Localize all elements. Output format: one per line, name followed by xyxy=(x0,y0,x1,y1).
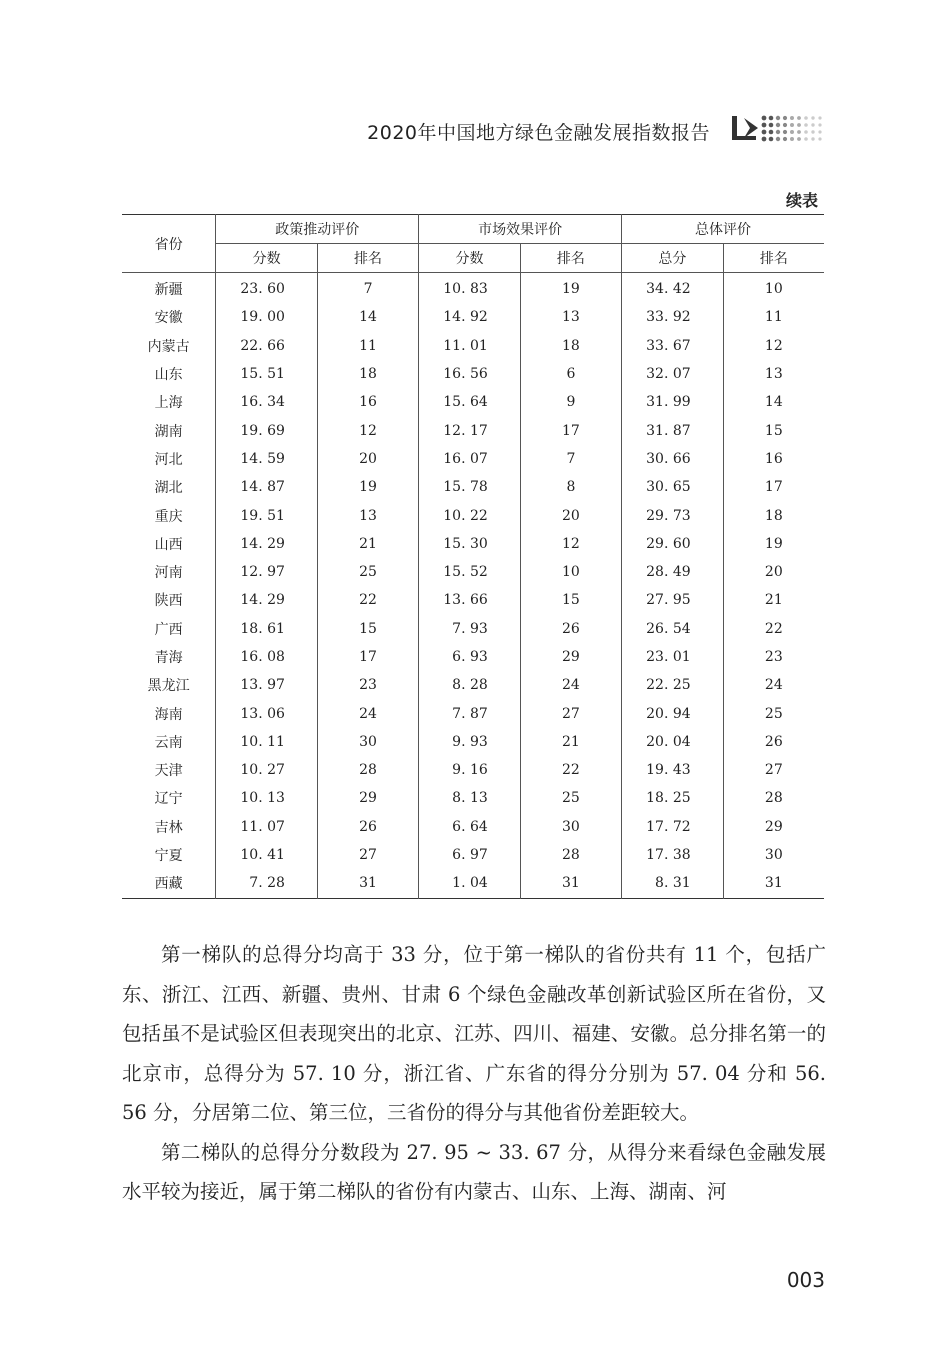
policy-score-cell: 16. 34 xyxy=(216,388,318,416)
province-cell: 云南 xyxy=(122,728,216,756)
policy-score-header: 分数 xyxy=(216,244,318,273)
policy-score-cell: 14. 59 xyxy=(216,445,318,473)
policy-rank-cell: 29 xyxy=(317,784,418,812)
table-body xyxy=(122,273,824,899)
overall-rank-cell: 10 xyxy=(764,281,783,298)
policy-score-cell: 23. 60 xyxy=(216,273,318,304)
province-cell: 陕西 xyxy=(122,586,216,614)
market-score-cell: 1. 04 xyxy=(419,869,521,898)
policy-score-cell: 12. 97 xyxy=(216,558,318,586)
continued-table-label: 续表 xyxy=(785,191,818,210)
running-header-title: 2020年中国地方绿色金融发展指数报告 xyxy=(367,122,710,144)
market-score-cell: 9. 93 xyxy=(419,728,521,756)
market-rank-cell: 31 xyxy=(520,869,621,898)
province-cell: 宁夏 xyxy=(122,841,216,869)
overall-rank-cell: 13 xyxy=(764,366,783,383)
province-cell: 山东 xyxy=(122,360,216,388)
policy-score-cell: 10. 41 xyxy=(216,841,318,869)
province-cell: 新疆 xyxy=(122,273,216,304)
policy-score-cell: 14. 29 xyxy=(216,586,318,614)
market-rank-cell: 28 xyxy=(520,841,621,869)
overall-rank-cell: 18 xyxy=(764,507,783,524)
overall-rank-cell: 21 xyxy=(764,592,783,609)
overall-score-cell: 20. 04 xyxy=(622,728,724,756)
policy-rank-cell: 28 xyxy=(317,756,418,784)
table-row xyxy=(122,360,824,388)
overall-rank-cell: 26 xyxy=(764,733,783,750)
province-cell: 黑龙江 xyxy=(122,671,216,699)
policy-score-cell: 7. 28 xyxy=(216,869,318,898)
market-rank-cell: 30 xyxy=(520,813,621,841)
market-rank-cell: 24 xyxy=(520,671,621,699)
province-cell: 山西 xyxy=(122,530,216,558)
policy-score-cell: 14. 29 xyxy=(216,530,318,558)
overall-score-cell: 32. 07 xyxy=(622,360,724,388)
table-row xyxy=(122,586,824,614)
overall-score-cell: 29. 73 xyxy=(622,501,724,529)
overall-score-cell: 34. 42 xyxy=(622,273,724,304)
market-rank-cell: 26 xyxy=(520,615,621,643)
market-score-cell: 7. 93 xyxy=(419,615,521,643)
table-row xyxy=(122,473,824,501)
policy-score-cell: 22. 66 xyxy=(216,332,318,360)
market-rank-cell: 6 xyxy=(520,360,621,388)
policy-rank-cell: 12 xyxy=(317,416,418,444)
policy-rank-cell: 18 xyxy=(317,360,418,388)
body-text xyxy=(122,935,826,1212)
policy-score-cell: 19. 51 xyxy=(216,501,318,529)
policy-rank-cell: 25 xyxy=(317,558,418,586)
market-score-cell: 12. 17 xyxy=(419,416,521,444)
policy-rank-cell: 11 xyxy=(317,332,418,360)
overall-score-cell: 28. 49 xyxy=(622,558,724,586)
policy-rank-cell: 26 xyxy=(317,813,418,841)
province-cell: 湖北 xyxy=(122,473,216,501)
table-row xyxy=(122,558,824,586)
table-row xyxy=(122,643,824,671)
market-rank-cell: 20 xyxy=(520,501,621,529)
policy-score-cell: 10. 27 xyxy=(216,756,318,784)
policy-score-cell: 10. 11 xyxy=(216,728,318,756)
market-score-cell: 9. 16 xyxy=(419,756,521,784)
province-cell: 重庆 xyxy=(122,501,216,529)
overall-score-cell: 8. 31 xyxy=(622,869,724,898)
table-row xyxy=(122,445,824,473)
table-row xyxy=(122,388,824,416)
policy-rank-cell: 15 xyxy=(317,615,418,643)
overall-rank-header: 排名 xyxy=(723,244,824,273)
policy-score-cell: 15. 51 xyxy=(216,360,318,388)
policy-rank-cell: 17 xyxy=(317,643,418,671)
policy-rank-cell: 14 xyxy=(317,303,418,331)
overall-rank-cell: 28 xyxy=(764,790,783,807)
market-score-cell: 6. 64 xyxy=(419,813,521,841)
policy-rank-cell: 7 xyxy=(317,273,418,304)
overall-rank-cell: 19 xyxy=(764,535,783,552)
overall-score-cell: 17. 72 xyxy=(622,813,724,841)
province-cell: 湖南 xyxy=(122,416,216,444)
province-cell: 上海 xyxy=(122,388,216,416)
policy-rank-cell: 31 xyxy=(317,869,418,898)
market-rank-cell: 12 xyxy=(520,530,621,558)
market-score-cell: 6. 97 xyxy=(419,841,521,869)
overall-rank-cell: 23 xyxy=(764,649,783,665)
market-rank-cell: 13 xyxy=(520,303,621,331)
province-cell: 内蒙古 xyxy=(122,332,216,360)
overall-score-cell: 27. 95 xyxy=(622,586,724,614)
overall-rank-cell: 24 xyxy=(764,677,783,694)
market-rank-cell: 29 xyxy=(520,643,621,671)
page-number: 003 xyxy=(786,1268,825,1292)
overall-rank-cell: 11 xyxy=(764,309,783,326)
overall-score-cell: 33. 92 xyxy=(622,303,724,331)
policy-rank-cell: 30 xyxy=(317,728,418,756)
table-row xyxy=(122,303,824,331)
overall-rank-cell: 30 xyxy=(764,847,783,864)
overall-score-cell: 19. 43 xyxy=(622,756,724,784)
table-row xyxy=(122,728,824,756)
table-row xyxy=(122,615,824,643)
policy-rank-cell: 13 xyxy=(317,501,418,529)
market-rank-cell: 19 xyxy=(520,273,621,304)
province-cell: 安徽 xyxy=(122,303,216,331)
market-rank-header: 排名 xyxy=(520,244,621,273)
table-row xyxy=(122,756,824,784)
market-score-cell: 14. 92 xyxy=(419,303,521,331)
province-cell: 辽宁 xyxy=(122,784,216,812)
table-row xyxy=(122,501,824,529)
paragraph: 第一梯队的总得分均高于 33 分，位于第一梯队的省份共有 11 个，包括广东、浙江、江西、新疆、贵州、甘肃 6 个绿色金融改革创新试验区所在省份，又包括虽不是试验区但表现突出的北京、江苏、四川、福建、安徽。总分排名第一的北京市，总得分为 57. 10 分，浙江省、广东省的得分分别为 57. 04 分和 56. 56 分，分居第二位、第三位，三省份的得分与其他省份差距较大。 xyxy=(122,943,826,1124)
policy-score-cell: 13. 97 xyxy=(216,671,318,699)
policy-score-cell: 10. 13 xyxy=(216,784,318,812)
policy-score-cell: 13. 06 xyxy=(216,699,318,727)
province-ranking-table xyxy=(122,214,824,899)
market-rank-cell: 10 xyxy=(520,558,621,586)
market-score-cell: 13. 66 xyxy=(419,586,521,614)
overall-score-cell: 18. 25 xyxy=(622,784,724,812)
policy-rank-cell: 19 xyxy=(317,473,418,501)
table-sub-header-row xyxy=(122,244,824,273)
market-rank-cell: 8 xyxy=(520,473,621,501)
policy-score-cell: 14. 87 xyxy=(216,473,318,501)
policy-score-cell: 19. 00 xyxy=(216,303,318,331)
policy-rank-cell: 24 xyxy=(317,699,418,727)
overall-group-header: 总体评价 xyxy=(622,215,824,244)
table-row xyxy=(122,869,824,898)
overall-rank-cell: 14 xyxy=(764,394,783,411)
overall-rank-cell: 20 xyxy=(764,564,783,581)
province-cell: 广西 xyxy=(122,615,216,643)
table-row xyxy=(122,671,824,699)
market-rank-cell: 27 xyxy=(520,699,621,727)
table-row xyxy=(122,530,824,558)
province-column-header: 省份 xyxy=(122,215,216,273)
market-score-cell: 6. 93 xyxy=(419,643,521,671)
market-rank-cell: 15 xyxy=(520,586,621,614)
overall-score-header: 总分 xyxy=(622,244,724,273)
overall-rank-cell: 25 xyxy=(764,705,783,722)
overall-score-cell: 22. 25 xyxy=(622,671,724,699)
market-score-cell: 10. 83 xyxy=(419,273,521,304)
market-score-cell: 15. 64 xyxy=(419,388,521,416)
market-score-header: 分数 xyxy=(419,244,521,273)
table-group-header-row xyxy=(122,215,824,244)
market-score-cell: 11. 01 xyxy=(419,332,521,360)
overall-score-cell: 30. 65 xyxy=(622,473,724,501)
overall-score-cell: 23. 01 xyxy=(622,643,724,671)
overall-score-cell: 20. 94 xyxy=(622,699,724,727)
market-rank-cell: 17 xyxy=(520,416,621,444)
paragraph: 第二梯队的总得分分数段为 27. 95 ~ 33. 67 分，从得分来看绿色金融发展水平较为接近，属于第二梯队的省份有内蒙古、山东、上海、湖南、河 xyxy=(122,1140,826,1203)
overall-score-cell: 30. 66 xyxy=(622,445,724,473)
overall-score-cell: 31. 87 xyxy=(622,416,724,444)
overall-rank-cell: 16 xyxy=(764,450,783,467)
province-cell: 海南 xyxy=(122,699,216,727)
market-score-cell: 15. 30 xyxy=(419,530,521,558)
province-cell: 吉林 xyxy=(122,813,216,841)
overall-score-cell: 33. 67 xyxy=(622,332,724,360)
overall-rank-cell: 27 xyxy=(764,762,783,779)
table-row xyxy=(122,699,824,727)
market-score-cell: 7. 87 xyxy=(419,699,521,727)
overall-rank-cell: 15 xyxy=(764,422,783,439)
overall-rank-cell: 17 xyxy=(764,479,783,496)
table-row xyxy=(122,841,824,869)
policy-rank-cell: 21 xyxy=(317,530,418,558)
market-score-cell: 15. 78 xyxy=(419,473,521,501)
market-rank-cell: 21 xyxy=(520,728,621,756)
province-cell: 河北 xyxy=(122,445,216,473)
policy-score-cell: 11. 07 xyxy=(216,813,318,841)
market-score-cell: 10. 22 xyxy=(419,501,521,529)
overall-rank-cell: 29 xyxy=(764,818,783,835)
province-cell: 天津 xyxy=(122,756,216,784)
market-rank-cell: 25 xyxy=(520,784,621,812)
market-score-cell: 15. 52 xyxy=(419,558,521,586)
overall-score-cell: 17. 38 xyxy=(622,841,724,869)
policy-rank-cell: 16 xyxy=(317,388,418,416)
policy-score-cell: 16. 08 xyxy=(216,643,318,671)
market-score-cell: 8. 28 xyxy=(419,671,521,699)
policy-group-header: 政策推动评价 xyxy=(216,215,419,244)
overall-rank-cell: 12 xyxy=(764,337,783,354)
market-score-cell: 16. 07 xyxy=(419,445,521,473)
overall-score-cell: 29. 60 xyxy=(622,530,724,558)
market-score-cell: 16. 56 xyxy=(419,360,521,388)
market-rank-cell: 18 xyxy=(520,332,621,360)
overall-score-cell: 31. 99 xyxy=(622,388,724,416)
table-row xyxy=(122,784,824,812)
province-cell: 河南 xyxy=(122,558,216,586)
policy-rank-cell: 22 xyxy=(317,586,418,614)
publisher-logo xyxy=(728,110,828,146)
policy-rank-cell: 27 xyxy=(317,841,418,869)
market-rank-cell: 7 xyxy=(520,445,621,473)
province-cell: 青海 xyxy=(122,643,216,671)
policy-score-cell: 18. 61 xyxy=(216,615,318,643)
overall-rank-cell: 31 xyxy=(764,875,783,892)
table-row xyxy=(122,273,824,304)
policy-rank-header: 排名 xyxy=(317,244,418,273)
market-rank-cell: 9 xyxy=(520,388,621,416)
policy-rank-cell: 23 xyxy=(317,671,418,699)
market-group-header: 市场效果评价 xyxy=(419,215,622,244)
table-row xyxy=(122,813,824,841)
overall-rank-cell: 22 xyxy=(764,620,783,637)
table-row xyxy=(122,416,824,444)
table-row xyxy=(122,332,824,360)
overall-score-cell: 26. 54 xyxy=(622,615,724,643)
province-cell: 西藏 xyxy=(122,869,216,898)
policy-score-cell: 19. 69 xyxy=(216,416,318,444)
market-score-cell: 8. 13 xyxy=(419,784,521,812)
market-rank-cell: 22 xyxy=(520,756,621,784)
policy-rank-cell: 20 xyxy=(317,445,418,473)
